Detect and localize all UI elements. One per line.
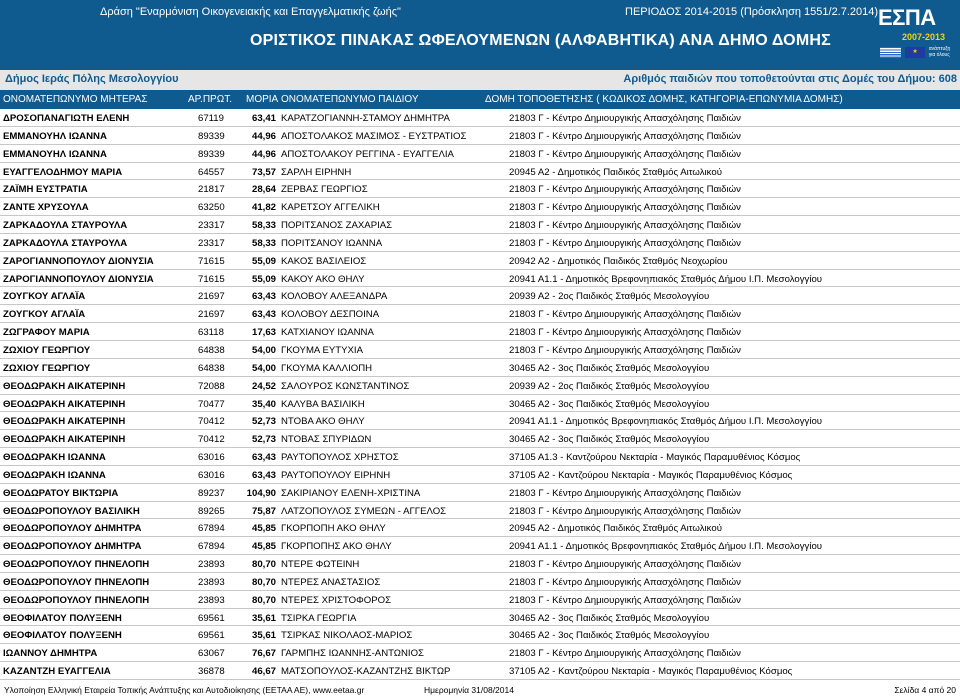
row-protocol-number: 21697 xyxy=(198,291,225,303)
table-body xyxy=(0,109,960,680)
row-structure: 30465 Α2 - 3ος Παιδικός Σταθμός Μεσολογγίου xyxy=(509,398,710,410)
table-row xyxy=(0,430,960,448)
row-structure: 21803 Γ - Κέντρο Δημιουργικής Απασχόλησης Παιδιών xyxy=(509,344,741,356)
table-row xyxy=(0,377,960,395)
row-score: 54,00 xyxy=(251,344,276,356)
row-mother-name: ΕΥΑΓΓΕΛΟΔΗΜΟΥ ΜΑΡΙΑ xyxy=(3,166,123,178)
row-score: 28,64 xyxy=(251,184,276,196)
table-row xyxy=(0,359,960,377)
row-structure: 20941 Α1.1 - Δημοτικός Βρεφονηπιακός Σταθμός Δήμου Ι.Π. Μεσολογγίου xyxy=(509,541,823,553)
row-mother-name: ΖΟΥΓΚΟΥ ΑΓΛΑΪΑ xyxy=(3,291,86,303)
table-row xyxy=(0,323,960,341)
row-score: 63,43 xyxy=(251,291,276,303)
table-row xyxy=(0,287,960,305)
row-mother-name: ΘΕΟΦΙΛΑΤΟΥ ΠΟΛΥΞΕΝΗ xyxy=(3,612,122,624)
row-structure: 21803 Γ - Κέντρο Δημιουργικής Απασχόλησης Παιδιών xyxy=(509,594,741,606)
row-mother-name: ΚΑΖΑΝΤΖΗ ΕΥΑΓΓΕΛΙΑ xyxy=(3,666,111,678)
row-mother-name: ΕΜΜΑΝΟΥΗΛ ΙΩΑΝΝΑ xyxy=(3,130,107,142)
row-score: 80,70 xyxy=(251,594,276,606)
column-header-mother: ΟΝΟΜΑΤΕΠΩΝΥΜΟ ΜΗΤΕΡΑΣ xyxy=(3,94,148,105)
page-footer xyxy=(0,683,960,697)
row-child-name: ΡΑΥΤΟΠΟΥΛΟΥ ΕΙΡΗΝΗ xyxy=(281,469,391,481)
table-row xyxy=(0,395,960,413)
row-mother-name: ΖΑΡΚΑΔΟΥΛΑ ΣΤΑΥΡΟΥΛΑ xyxy=(3,220,128,232)
row-score: 52,73 xyxy=(251,434,276,446)
column-header-protocol: ΑΡ.ΠΡΩΤ. xyxy=(188,94,232,105)
row-protocol-number: 67894 xyxy=(198,523,225,535)
row-child-name: ΣΑΛΟΥΡΟΣ ΚΩΝΣΤΑΝΤΙΝΟΣ xyxy=(281,380,410,392)
row-score: 24,52 xyxy=(251,380,276,392)
row-score: 35,40 xyxy=(251,398,276,410)
row-structure: 21803 Γ - Κέντρο Δημιουργικής Απασχόλησης Παιδιών xyxy=(509,237,741,249)
row-structure: 30465 Α2 - 3ος Παιδικός Σταθμός Μεσολογγίου xyxy=(509,630,710,642)
table-row xyxy=(0,537,960,555)
row-score: 52,73 xyxy=(251,416,276,428)
row-mother-name: ΖΩΧΙΟΥ ΓΕΩΡΓΙΟΥ xyxy=(3,344,91,356)
row-protocol-number: 69561 xyxy=(198,630,225,642)
row-mother-name: ΘΕΟΔΩΡΑΚΗ ΑΙΚΑΤΕΡΙΝΗ xyxy=(3,416,126,428)
row-mother-name: ΘΕΟΔΩΡΟΠΟΥΛΟΥ ΔΗΜΗΤΡΑ xyxy=(3,523,142,535)
table-row xyxy=(0,573,960,591)
row-score: 44,96 xyxy=(251,130,276,142)
row-score: 58,33 xyxy=(251,220,276,232)
row-score: 75,87 xyxy=(251,505,276,517)
table-row xyxy=(0,145,960,163)
row-child-name: ΚΟΛΟΒΟΥ ΑΛΕΞΑΝΔΡΑ xyxy=(281,291,388,303)
row-mother-name: ΖΩΓΡΑΦΟΥ ΜΑΡΙΑ xyxy=(3,327,90,339)
row-protocol-number: 67119 xyxy=(198,113,224,124)
row-mother-name: ΖΟΥΓΚΟΥ ΑΓΛΑΪΑ xyxy=(3,309,86,321)
row-protocol-number: 63067 xyxy=(198,648,225,660)
page-header xyxy=(0,0,960,70)
row-child-name: ΣΑΡΛΗ ΕΙΡΗΝΗ xyxy=(281,166,352,178)
footer-credit: Υλοποίηση Ελληνική Εταιρεία Τοπικής Ανάπτυξης και Αυτοδιοίκησης (ΕΕΤΑΑ ΑΕ), www.eetaa.gr xyxy=(4,685,365,695)
row-structure: 21803 Γ - Κέντρο Δημιουργικής Απασχόλησης Παιδιών xyxy=(509,505,741,517)
row-child-name: ΑΠΟΣΤΟΛΑΚΟΥ ΡΕΓΓΙΝΑ - ΕΥΑΓΓΕΛΙΑ xyxy=(281,148,454,160)
table-row xyxy=(0,591,960,609)
row-child-name: ΚΑΚΟΥ ΑΚΟ ΘΗΛΥ xyxy=(281,273,365,285)
row-score: 58,33 xyxy=(251,237,276,249)
table-row xyxy=(0,519,960,537)
row-child-name: ΝΤΟΒΑΣ ΣΠΥΡΙΔΩΝ xyxy=(281,434,372,446)
row-protocol-number: 71615 xyxy=(198,255,225,267)
row-mother-name: ΖΑΡΟΓΙΑΝΝΟΠΟΥΛΟΥ ΔΙΟΝΥΣΙΑ xyxy=(3,255,154,267)
row-mother-name: ΘΕΟΔΩΡΟΠΟΥΛΟΥ ΠΗΝΕΛΟΠΗ xyxy=(3,559,150,571)
table-row xyxy=(0,626,960,644)
row-score: 63,41 xyxy=(251,113,276,124)
row-protocol-number: 69561 xyxy=(198,612,225,624)
row-child-name: ΓΚΟΡΠΟΠΗ ΑΚΟ ΘΗΛΥ xyxy=(281,523,386,535)
row-structure: 37105 Α1.3 - Καντζούρου Νεκταρία - Μαγικός Παραμυθένιος Κόσμος xyxy=(509,452,801,464)
row-protocol-number: 70477 xyxy=(198,398,225,410)
row-mother-name: ΖΑΪΜΗ ΕΥΣΤΡΑΤΙΑ xyxy=(3,184,88,196)
espa-slogan: ανάπτυξη για όλους xyxy=(928,46,951,58)
row-child-name: ΜΑΤΣΟΠΟΥΛΟΣ-ΚΑΖΑΝΤΖΗΣ ΒΙΚΤΩΡ xyxy=(281,666,451,678)
row-child-name: ΓΑΡΜΠΗΣ ΙΩΑΝΝΗΣ-ΑΝΤΩΝΙΟΣ xyxy=(281,648,424,660)
row-mother-name: ΘΕΟΔΩΡΟΠΟΥΛΟΥ ΒΑΣΙΛΙΚΗ xyxy=(3,505,140,517)
row-score: 17,63 xyxy=(251,327,276,339)
row-protocol-number: 64838 xyxy=(198,362,225,374)
row-child-name: ΚΑΡΑΤΖΟΓΙΑΝΝΗ-ΣΤΑΜΟΥ ΔΗΜΗΤΡΑ xyxy=(281,113,450,124)
row-child-name: ΚΟΛΟΒΟΥ ΔΕΣΠΟΙΝΑ xyxy=(281,309,380,321)
row-structure: 21803 Γ - Κέντρο Δημιουργικής Απασχόλησης Παιδιών xyxy=(509,202,741,214)
row-protocol-number: 89339 xyxy=(198,130,225,142)
table-row xyxy=(0,644,960,662)
column-header-score: ΜΟΡΙΑ xyxy=(246,94,279,105)
row-child-name: ΡΑΥΤΟΠΟΥΛΟΣ ΧΡΗΣΤΟΣ xyxy=(281,452,399,464)
row-child-name: ΓΚΟΥΜΑ ΕΥΤΥΧΙΑ xyxy=(281,344,363,356)
row-mother-name: ΖΑΡΚΑΔΟΥΛΑ ΣΤΑΥΡΟΥΛΑ xyxy=(3,237,128,249)
row-child-name: ΠΟΡΙΤΣΑΝΟΥ ΙΩΑΝΝΑ xyxy=(281,237,383,249)
row-structure: 21803 Γ - Κέντρο Δημιουργικής Απασχόλησης Παιδιών xyxy=(509,148,741,160)
row-score: 63,43 xyxy=(251,452,276,464)
row-mother-name: ΘΕΟΔΩΡΑΚΗ ΑΙΚΑΤΕΡΙΝΗ xyxy=(3,380,126,392)
row-mother-name: ΘΕΟΔΩΡΑΚΗ ΑΙΚΑΤΕΡΙΝΗ xyxy=(3,434,126,446)
row-protocol-number: 72088 xyxy=(198,380,225,392)
row-mother-name: ΘΕΟΔΩΡΟΠΟΥΛΟΥ ΠΗΝΕΛΟΠΗ xyxy=(3,594,150,606)
footer-date: Ημερομηνία 31/08/2014 xyxy=(424,685,514,695)
row-child-name: ΤΣΙΡΚΑ ΓΕΩΡΓΙΑ xyxy=(281,612,357,624)
municipality-name: Δήμος Ιεράς Πόλης Μεσολογγίου xyxy=(5,73,179,85)
row-child-name: ΤΣΙΡΚΑΣ ΝΙΚΟΛΑΟΣ-ΜΑΡΙΟΣ xyxy=(281,630,413,642)
table-row xyxy=(0,555,960,573)
table-row xyxy=(0,109,960,127)
row-protocol-number: 23317 xyxy=(198,220,225,232)
row-structure: 20945 Α2 - Δημοτικός Παιδικός Σταθμός Αιτωλικού xyxy=(509,166,722,178)
row-mother-name: ΖΑΝΤΕ ΧΡΥΣΟΥΛΑ xyxy=(3,202,89,214)
row-child-name: ΓΚΟΡΠΟΠΗΣ ΑΚΟ ΘΗΛΥ xyxy=(281,541,392,553)
row-child-name: ΖΕΡΒΑΣ ΓΕΩΡΓΙΟΣ xyxy=(281,184,368,196)
row-protocol-number: 63016 xyxy=(198,452,225,464)
row-score: 55,09 xyxy=(251,273,276,285)
row-protocol-number: 64838 xyxy=(198,344,225,356)
row-structure: 21803 Γ - Κέντρο Δημιουργικής Απασχόλησης Παιδιών xyxy=(509,184,741,196)
row-protocol-number: 67894 xyxy=(198,541,225,553)
column-header-child: ΟΝΟΜΑΤΕΠΩΝΥΜΟ ΠΑΙΔΙΟΥ xyxy=(281,94,419,105)
row-mother-name: ΘΕΟΔΩΡΑΚΗ ΙΩΑΝΝΑ xyxy=(3,469,106,481)
row-structure: 20945 Α2 - Δημοτικός Παιδικός Σταθμός Αιτωλικού xyxy=(509,523,722,535)
row-mother-name: ΘΕΟΔΩΡΟΠΟΥΛΟΥ ΠΗΝΕΛΟΠΗ xyxy=(3,576,150,588)
row-child-name: ΚΑΚΟΣ ΒΑΣΙΛΕΙΟΣ xyxy=(281,255,367,267)
row-child-name: ΝΤΕΡΕ ΦΩΤΕΙΝΗ xyxy=(281,559,360,571)
row-child-name: ΚΑΡΕΤΣΟΥ ΑΓΓΕΛΙΚΗ xyxy=(281,202,380,214)
table-row xyxy=(0,484,960,502)
row-mother-name: ΘΕΟΔΩΡΑΤΟΥ ΒΙΚΤΩΡΙΑ xyxy=(3,487,119,499)
row-structure: 20941 Α1.1 - Δημοτικός Βρεφονηπιακός Σταθμός Δήμου Ι.Π. Μεσολογγίου xyxy=(509,273,823,285)
flags-strip xyxy=(880,46,954,58)
table-row xyxy=(0,234,960,252)
row-score: 35,61 xyxy=(251,612,276,624)
row-mother-name: ΘΕΟΔΩΡΑΚΗ ΑΙΚΑΤΕΡΙΝΗ xyxy=(3,398,126,410)
row-score: 80,70 xyxy=(251,559,276,571)
table-row xyxy=(0,216,960,234)
row-structure: 21803 Γ - Κέντρο Δημιουργικής Απασχόλησης Παιδιών xyxy=(509,487,741,499)
row-protocol-number: 23893 xyxy=(198,559,225,571)
row-score: 104,90 xyxy=(246,487,276,499)
period-label: ΠΕΡΙΟΔΟΣ 2014-2015 (Πρόσκληση 1551/2.7.2014) xyxy=(625,6,879,18)
row-child-name: ΓΚΟΥΜΑ ΚΑΛΛΙΟΠΗ xyxy=(281,362,373,374)
row-score: 45,85 xyxy=(251,523,276,535)
row-structure: 21803 Γ - Κέντρο Δημιουργικής Απασχόλησης Παιδιών xyxy=(509,220,741,232)
greek-flag-icon xyxy=(880,47,901,58)
row-child-name: ΣΑΚΙΡΙΑΝΟΥ ΕΛΕΝΗ-ΧΡΙΣΤΙΝΑ xyxy=(281,487,421,499)
row-score: 46,67 xyxy=(251,666,276,678)
row-child-name: ΛΑΤΖΟΠΟΥΛΟΣ ΣΥΜΕΩΝ - ΑΓΓΕΛΟΣ xyxy=(281,505,447,517)
table-header xyxy=(0,90,960,109)
row-structure: 21803 Γ - Κέντρο Δημιουργικής Απασχόλησης Παιδιών xyxy=(509,648,741,660)
table-row xyxy=(0,252,960,270)
espa-logo xyxy=(878,3,956,65)
row-protocol-number: 21697 xyxy=(198,309,225,321)
row-protocol-number: 89237 xyxy=(198,487,225,499)
table-row xyxy=(0,180,960,198)
row-protocol-number: 63250 xyxy=(198,202,225,214)
row-structure: 21803 Γ - Κέντρο Δημιουργικής Απασχόλησης Παιδιών xyxy=(509,327,741,339)
row-protocol-number: 71615 xyxy=(198,273,225,285)
table-row xyxy=(0,502,960,520)
table-row xyxy=(0,466,960,484)
row-structure: 21803 Γ - Κέντρο Δημιουργικής Απασχόλησης Παιδιών xyxy=(509,113,741,124)
table-row xyxy=(0,448,960,466)
row-protocol-number: 23317 xyxy=(198,237,225,249)
table-row xyxy=(0,270,960,288)
row-score: 41,82 xyxy=(251,202,276,214)
column-header-structure: ΔΟΜΗ ΤΟΠΟΘΕΤΗΣΗΣ ( ΚΩΔΙΚΟΣ ΔΟΜΗΣ, ΚΑΤΗΓΟΡΙΑ-ΕΠΩΝΥΜΙΑ ΔΟΜΗΣ) xyxy=(485,94,843,105)
table-row xyxy=(0,305,960,323)
row-protocol-number: 23893 xyxy=(198,594,225,606)
row-score: 54,00 xyxy=(251,362,276,374)
row-child-name: ΚΑΛΥΒΑ ΒΑΣΙΛΙΚΗ xyxy=(281,398,365,410)
row-score: 45,85 xyxy=(251,541,276,553)
row-score: 76,67 xyxy=(251,648,276,660)
row-child-name: ΑΠΟΣΤΟΛΑΚΟΣ ΜΑΣΙΜΟΣ - ΕΥΣΤΡΑΤΙΟΣ xyxy=(281,130,467,142)
table-row xyxy=(0,127,960,145)
row-structure: 20941 Α1.1 - Δημοτικός Βρεφονηπιακός Σταθμός Δήμου Ι.Π. Μεσολογγίου xyxy=(509,416,823,428)
eu-flag-icon: ★ xyxy=(905,47,924,58)
footer-page-number: Σελίδα 4 από 20 xyxy=(894,685,956,695)
row-child-name: ΝΤΕΡΕΣ ΧΡΙΣΤΟΦΟΡΟΣ xyxy=(281,594,392,606)
row-structure: 21803 Γ - Κέντρο Δημιουργικής Απασχόλησης Παιδιών xyxy=(509,130,741,142)
row-protocol-number: 23893 xyxy=(198,576,225,588)
table-row xyxy=(0,198,960,216)
row-structure: 37105 Α2 - Καντζούρου Νεκταρία - Μαγικός Παραμυθένιος Κόσμος xyxy=(509,469,793,481)
row-protocol-number: 70412 xyxy=(198,416,225,428)
espa-logo-text: ΕΣΠΑ xyxy=(878,5,936,30)
row-score: 63,43 xyxy=(251,309,276,321)
row-child-name: ΠΟΡΙΤΣΑΝΟΣ ΖΑΧΑΡΙΑΣ xyxy=(281,220,393,232)
row-protocol-number: 63016 xyxy=(198,469,225,481)
row-structure: 30465 Α2 - 3ος Παιδικός Σταθμός Μεσολογγίου xyxy=(509,362,710,374)
row-child-name: ΚΑΤΧΙΑΝΟΥ ΙΩΑΝΝΑ xyxy=(281,327,374,339)
row-structure: 20939 Α2 - 2ος Παιδικός Σταθμός Μεσολογγίου xyxy=(509,291,710,303)
row-score: 44,96 xyxy=(251,148,276,160)
row-protocol-number: 36878 xyxy=(198,666,225,678)
row-score: 73,57 xyxy=(251,166,276,178)
row-protocol-number: 21817 xyxy=(198,184,225,196)
row-mother-name: ΕΜΜΑΝΟΥΗΛ ΙΩΑΝΝΑ xyxy=(3,148,107,160)
row-protocol-number: 70412 xyxy=(198,434,225,446)
table-row xyxy=(0,609,960,627)
row-structure: 21803 Γ - Κέντρο Δημιουργικής Απασχόλησης Παιδιών xyxy=(509,576,741,588)
row-structure: 30465 Α2 - 3ος Παιδικός Σταθμός Μεσολογγίου xyxy=(509,434,710,446)
row-child-name: ΝΤΕΡΕΣ ΑΝΑΣΤΑΣΙΟΣ xyxy=(281,576,381,588)
row-structure: 21803 Γ - Κέντρο Δημιουργικής Απασχόλησης Παιδιών xyxy=(509,309,741,321)
row-protocol-number: 64557 xyxy=(198,166,225,178)
row-structure: 20939 Α2 - 2ος Παιδικός Σταθμός Μεσολογγίου xyxy=(509,380,710,392)
table-row xyxy=(0,662,960,680)
row-mother-name: ΔΡΟΣΟΠΑΝΑΓΙΩΤΗ ΕΛΕΝΗ xyxy=(3,113,130,124)
espa-logo-years: 2007-2013 xyxy=(902,32,946,42)
children-count: Αριθμός παιδιών που τοποθετούνται στις Δομές του Δήμου: 608 xyxy=(623,73,957,85)
row-score: 55,09 xyxy=(251,255,276,267)
table-row xyxy=(0,163,960,181)
row-mother-name: ΙΩΑΝΝΟΥ ΔΗΜΗΤΡΑ xyxy=(3,648,98,660)
table-row xyxy=(0,412,960,430)
row-score: 63,43 xyxy=(251,469,276,481)
row-score: 80,70 xyxy=(251,576,276,588)
row-score: 35,61 xyxy=(251,630,276,642)
row-structure: 20942 Α2 - Δημοτικός Παιδικός Σταθμός Νεοχωρίου xyxy=(509,255,728,267)
row-structure: 37105 Α2 - Καντζούρου Νεκταρία - Μαγικός Παραμυθένιος Κόσμος xyxy=(509,666,793,678)
row-child-name: ΝΤΟΒΑ ΑΚΟ ΘΗΛΥ xyxy=(281,416,365,428)
row-protocol-number: 89265 xyxy=(198,505,225,517)
action-title: Δράση "Εναρμόνιση Οικογενειακής και Επαγγελματικής ζωής" xyxy=(100,6,401,18)
row-mother-name: ΖΑΡΟΓΙΑΝΝΟΠΟΥΛΟΥ ΔΙΟΝΥΣΙΑ xyxy=(3,273,154,285)
row-structure: 30465 Α2 - 3ος Παιδικός Σταθμός Μεσολογγίου xyxy=(509,612,710,624)
row-protocol-number: 63118 xyxy=(198,327,224,339)
row-mother-name: ΘΕΟΦΙΛΑΤΟΥ ΠΟΛΥΞΕΝΗ xyxy=(3,630,122,642)
row-protocol-number: 89339 xyxy=(198,148,225,160)
row-mother-name: ΖΩΧΙΟΥ ΓΕΩΡΓΙΟΥ xyxy=(3,362,91,374)
table-row xyxy=(0,341,960,359)
row-mother-name: ΘΕΟΔΩΡΑΚΗ ΙΩΑΝΝΑ xyxy=(3,452,106,464)
page-title: ΟΡΙΣΤΙΚΟΣ ΠΙΝΑΚΑΣ ΩΦΕΛΟΥΜΕΝΩΝ (ΑΛΦΑΒΗΤΙΚΑ) ΑΝΑ ΔΗΜΟ ΔΟΜΗΣ xyxy=(250,32,831,49)
row-mother-name: ΘΕΟΔΩΡΟΠΟΥΛΟΥ ΔΗΜΗΤΡΑ xyxy=(3,541,142,553)
info-bar xyxy=(0,70,960,90)
row-structure: 21803 Γ - Κέντρο Δημιουργικής Απασχόλησης Παιδιών xyxy=(509,559,741,571)
